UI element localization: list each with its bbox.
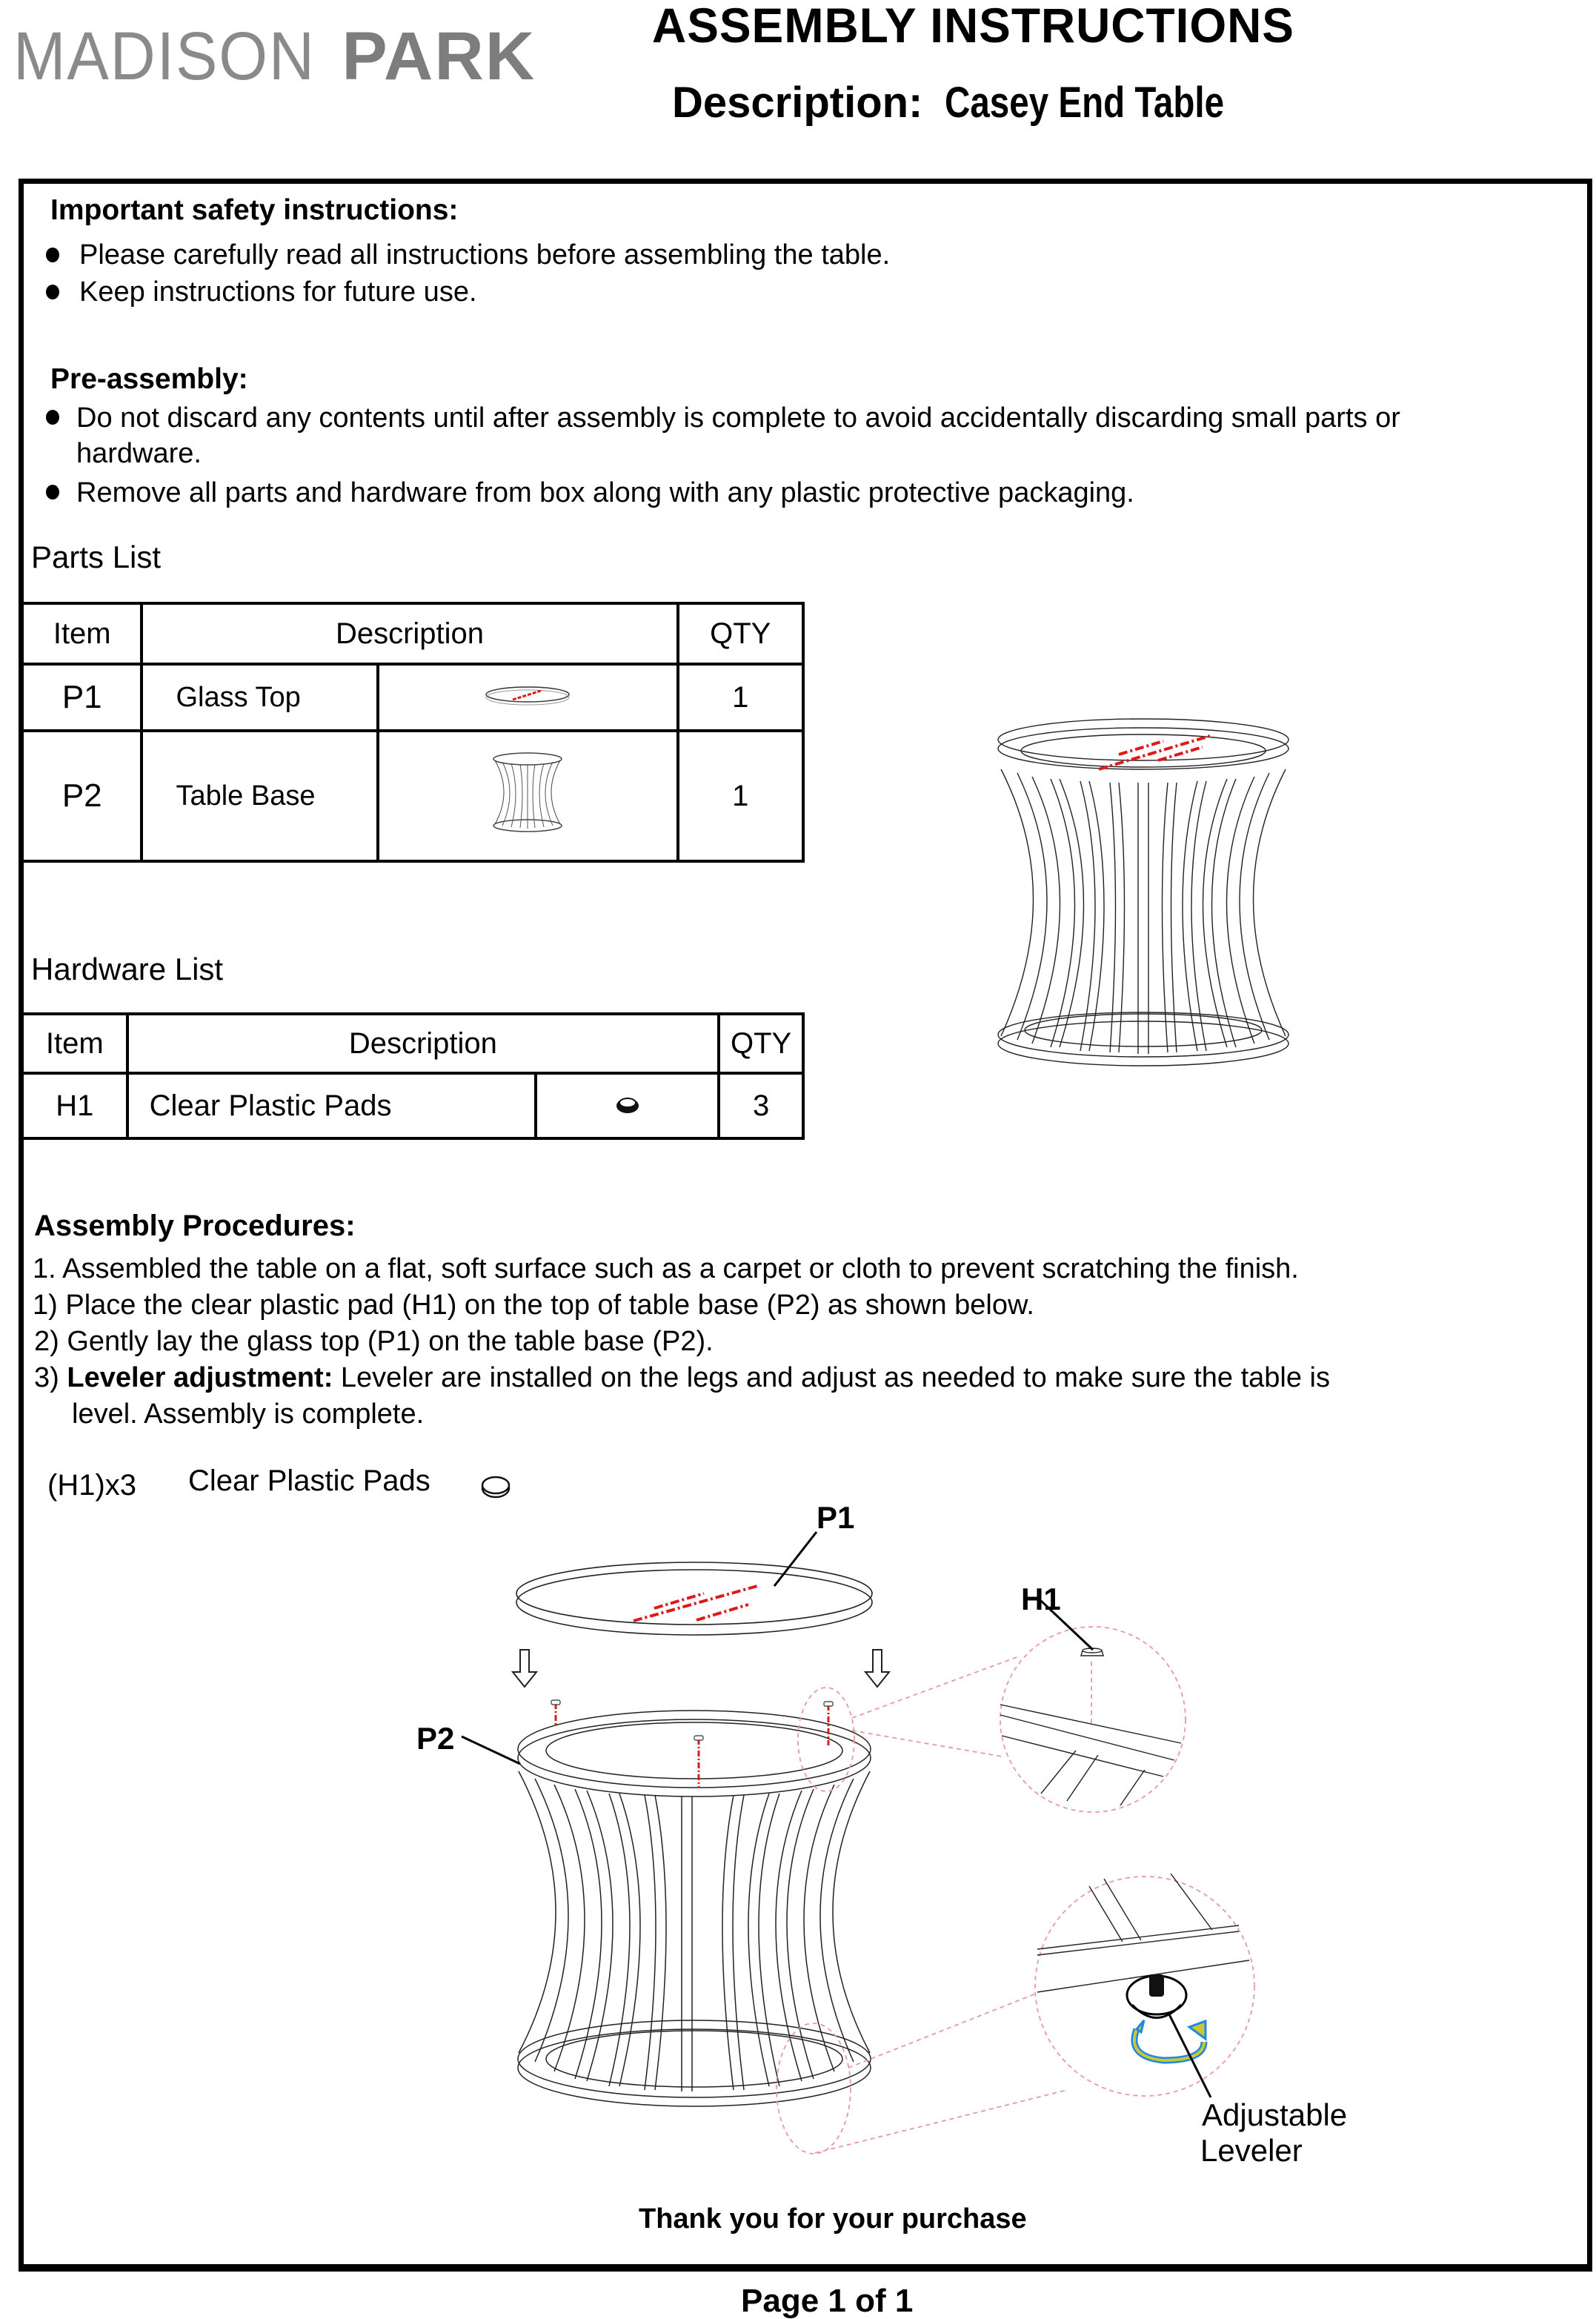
part-description: Glass Top — [142, 664, 378, 731]
bullet-icon — [46, 485, 59, 500]
procedure-step-3-cont: level. Assembly is complete. — [72, 1399, 425, 1430]
parts-list-caption: Parts List — [31, 540, 162, 574]
pre-assembly-heading: Pre-assembly: — [50, 363, 248, 395]
safety-heading: Important safety instructions: — [50, 194, 459, 226]
pre-assembly-item: Remove all parts and hardware from box along with any plastic protective packaging. — [76, 477, 1134, 508]
hardware-item: H1 — [22, 1073, 127, 1138]
header-description: Description — [127, 1014, 719, 1073]
safety-item: Please carefully read all instructions before assembling the table. — [79, 239, 891, 271]
thank-you-message: Thank you for your purchase — [639, 2203, 1027, 2235]
table-base-thumbnail-icon — [491, 752, 565, 833]
pre-assembly-item: Do not discard any contents until after assembly is complete to avoid accidentally discarding small parts or — [76, 402, 1400, 434]
header-qty: QTY — [719, 1014, 803, 1073]
hardware-qty-label: (H1)x3 — [47, 1469, 137, 1502]
hardware-list-table — [21, 1012, 805, 1140]
procedure-step-1: 1) Place the clear plastic pad (H1) on the top of table base (P2) as shown below. — [33, 1290, 1034, 1321]
header-item: Item — [22, 1014, 127, 1073]
table-row — [22, 731, 803, 861]
rotate-arrow-icon — [1134, 2020, 1206, 2060]
procedures-heading: Assembly Procedures: — [34, 1210, 356, 1242]
brand-name-bold: PARK — [342, 19, 536, 94]
part-description: Table Base — [142, 731, 378, 861]
parts-list-table — [21, 602, 805, 863]
leveler-foot — [1127, 1974, 1186, 2018]
header-item: Item — [22, 603, 142, 664]
bullet-icon — [46, 248, 59, 262]
hardware-list-caption: Hardware List — [31, 952, 224, 986]
hardware-qty: 3 — [719, 1073, 803, 1138]
header-description: Description — [142, 603, 677, 664]
procedure-step-2: 2) Gently lay the glass top (P1) on the table base (P2). — [34, 1326, 714, 1357]
part-item: P2 — [22, 731, 142, 861]
label-p2: P2 — [416, 1721, 455, 1756]
step-3-text: Leveler are installed on the legs and adjust as needed to make sure the table is — [333, 1362, 1331, 1393]
part-image-cell — [378, 664, 677, 731]
step-3-prefix: 3) — [34, 1362, 67, 1393]
assembled-table-drawing — [977, 710, 1310, 1081]
header-qty: QTY — [678, 603, 804, 664]
page-number: Page 1 of 1 — [741, 2283, 914, 2319]
part-qty: 1 — [678, 731, 804, 861]
part-qty: 1 — [678, 664, 804, 731]
label-p1: P1 — [817, 1500, 855, 1535]
part-image-cell — [378, 731, 677, 861]
assembly-diagram — [0, 1482, 1596, 2194]
part-item: P1 — [22, 664, 142, 731]
table-row — [22, 1073, 803, 1138]
step-3-bold-label: Leveler adjustment: — [67, 1362, 333, 1393]
hardware-description: Clear Plastic Pads — [127, 1073, 536, 1138]
table-row — [22, 664, 803, 731]
hardware-name-label: Clear Plastic Pads — [188, 1464, 430, 1497]
glass-top-drawing — [516, 1562, 872, 1635]
product-name: Casey End Table — [945, 79, 1225, 127]
bullet-icon — [46, 410, 59, 425]
product-description — [672, 78, 1286, 127]
down-arrow-icon — [513, 1650, 889, 1687]
label-adjustable: Adjustable — [1202, 2097, 1348, 2132]
procedure-intro: 1. Assembled the table on a flat, soft surface such as a carpet or cloth to prevent scratching the finish. — [33, 1253, 1299, 1284]
brand-name-light: MADISON — [13, 19, 316, 94]
procedure-step-3 — [34, 1360, 1330, 1396]
plastic-pad-icon — [615, 1095, 640, 1115]
glass-top-thumbnail-icon — [483, 685, 572, 707]
brand-logo — [13, 19, 536, 94]
label-leveler: Leveler — [1200, 2133, 1303, 2168]
bullet-icon — [46, 285, 59, 299]
pre-assembly-item-cont: hardware. — [76, 438, 202, 469]
safety-item: Keep instructions for future use. — [79, 276, 477, 308]
description-label: Description: — [672, 79, 923, 127]
hardware-image-cell — [536, 1073, 719, 1138]
label-h1: H1 — [1021, 1582, 1061, 1616]
table-base-drawing — [518, 1711, 871, 2106]
document-title: ASSEMBLY INSTRUCTIONS — [652, 0, 1294, 53]
